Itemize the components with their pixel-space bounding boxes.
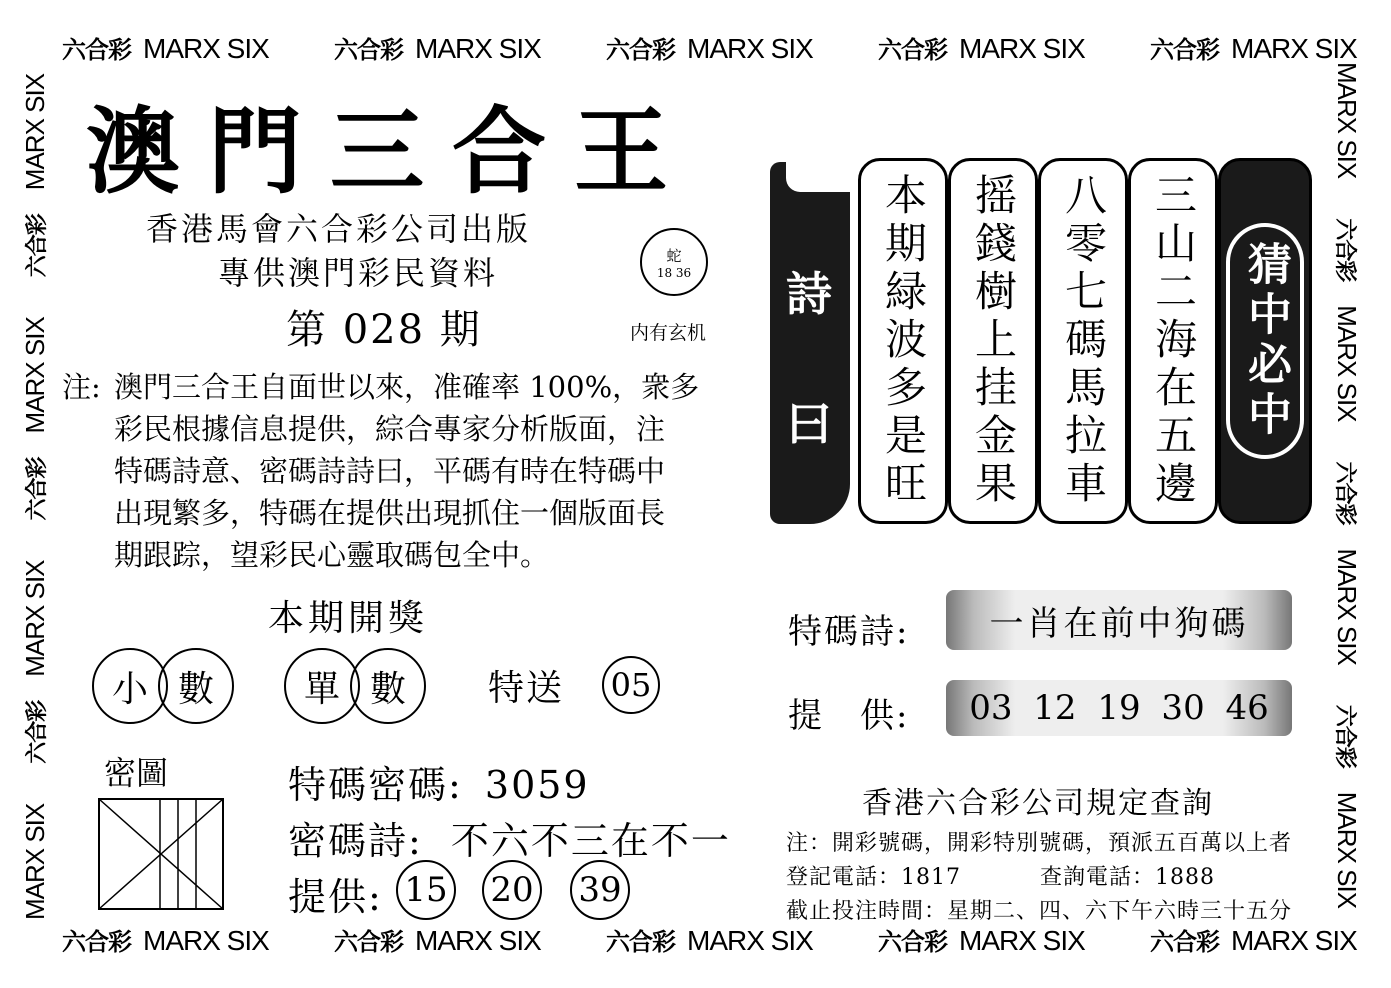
brand-mark: 六合彩 MARX SIX [1150,925,1357,956]
special-poem-label: 特碼詩: [788,612,910,652]
zodiac-badge [640,228,708,296]
secret-number: 39 [570,860,630,920]
footer-phone-register: 登記電話：1817 [786,865,961,890]
secret-poem-value: 不六不三在不一 [450,819,731,863]
secret-code-row [288,754,590,809]
brand-mark: 六合彩 MARX SIX [606,925,813,956]
bonus-number: 05 [602,656,660,714]
poem-badge-column [1218,158,1312,524]
brand-mark: 六合彩 MARX SIX [334,33,541,64]
footer-phone-query: 查詢電話：1888 [1040,865,1215,890]
brand-mark: 六合彩 MARX SIX [334,925,541,956]
poem-column: 八零七碼馬拉車 [1038,158,1128,524]
draw-heading: 本期開獎 [268,598,429,639]
poem-column: 摇錢樹上挂金果 [948,158,1038,524]
bottom-brand-strip [62,922,1362,962]
footer-deadline: 截止投注時間：星期二、四、六下午六時三十五分 [786,899,1293,924]
secret-map-diagram [98,798,224,910]
notice-line: 出現繁多，特碼在提供出現抓住一個版面長 [114,496,666,530]
notice-line: 澳門三合王自面世以來，准確率 100%，衆多 [114,370,700,404]
draw-pair2-b: 數 [350,648,426,724]
brand-mark: 六合彩 MARX SIX [1150,33,1357,64]
brand-mark: 六合彩 MARX SIX [606,33,813,64]
poem-panel [770,152,1310,528]
brand-mark: 六合彩 MARX SIX [62,925,269,956]
inner-hint: 内有玄机 [630,322,707,344]
poem-column: 三山二海在五邊 [1128,158,1218,524]
left-brand-strip: MARX SIX六合彩MARX SIX六合彩MARX SIX六合彩MARX SIX [20,73,50,920]
brand-mark: 六合彩 MARX SIX [878,925,1085,956]
secret-number: 15 [396,860,456,920]
secret-provide-label: 提供: [288,875,383,919]
secret-poem-label: 密碼詩: [288,819,423,863]
secret-code-value: 3059 [484,763,590,807]
poem-side-char: 曰 [786,397,832,451]
notice-line: 彩民根據信息提供，綜合專家分析版面，注 [114,412,666,446]
draw-pair1-a: 小 [92,648,168,724]
footer-heading: 香港六合彩公司規定查詢 [862,786,1214,821]
poem-column: 本期緑波多是旺 [858,158,948,524]
top-brand-strip [62,30,1362,70]
right-brand-strip: MARX SIX六合彩MARX SIX六合彩MARX SIX六合彩MARX SIX [1332,62,1362,909]
secret-code-label: 特碼密碼: [288,763,463,807]
issue-number: 第 028 期 [286,307,482,353]
poem-badge: 猜中必中 [1226,223,1304,459]
brand-mark: 六合彩 MARX SIX [878,33,1085,64]
notice-line: 特碼詩意、密碼詩詩曰，平碼有時在特碼中 [114,454,666,488]
notice-prefix: 注: [62,370,101,404]
secret-number: 20 [482,860,542,920]
provide-label: 提 供: [788,696,910,736]
main-title: 澳門三合王 [86,97,697,207]
footer-note: 注：開彩號碼，開彩特別號碼，預派五百萬以上者 [786,831,1293,856]
zodiac-numbers: 18 36 [656,265,692,280]
secret-map-label: 密圖 [104,754,169,792]
bonus-label: 特送 [488,668,565,709]
secret-poem-row [288,810,731,865]
draw-pair1-b: 數 [158,648,234,724]
brand-mark: 六合彩 MARX SIX [62,33,269,64]
draw-pair2-a: 單 [284,648,360,724]
notice-line: 期跟踪，望彩民心靈取碼包全中。 [114,538,550,572]
zodiac-animal: 蛇 [666,246,682,265]
publisher-line-1: 香港馬會六合彩公司出版 [146,210,532,248]
special-poem-value: 一肖在前中狗碼 [946,590,1292,650]
publisher-line-2: 專供澳門彩民資料 [218,254,499,292]
provide-numbers: 03 12 19 30 46 [946,680,1292,736]
poem-side-char: 詩 [786,267,832,321]
